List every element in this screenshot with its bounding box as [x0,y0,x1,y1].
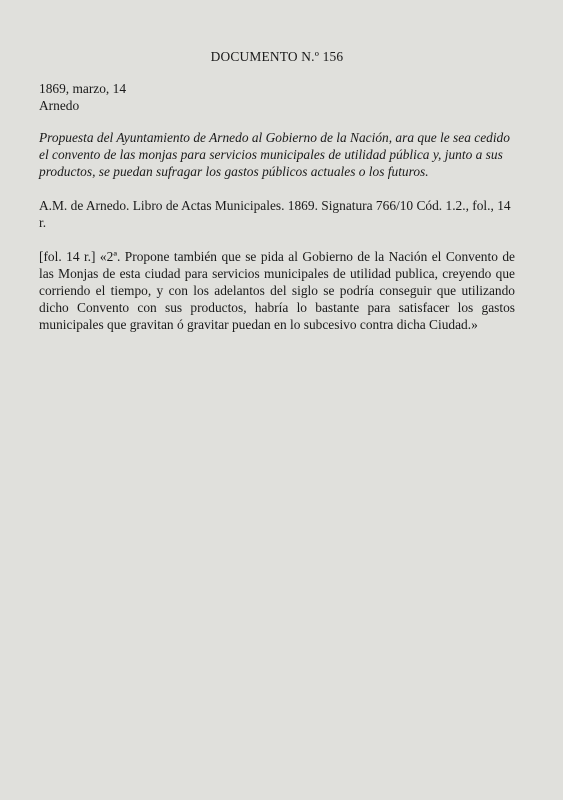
document-summary: Propuesta del Ayuntamiento de Arnedo al Gobierno de la Nación, ara que le sea cedido el convento de las monjas para servicios municipales de utilidad pública y, junto a sus productos, se puedan sufragar los gastos públicos actuales o los futuros. [39,130,510,179]
document-title: DOCUMENTO N.º 156 [210,49,344,64]
document-body: [fol. 14 r.] «2ª. Propone también que se pida al Gobierno de la Nación el Convento de las Monjas de esta ciudad para servicios municipales de utilidad publica, creyendo que corriendo el tiempo, y con los adelantos del siglo se podría conseguir que utilizando dicho Convento con sus productos, habría lo bastante para satisfacer los gastos municipales que gravitan ó gravitar puedan en lo subcesivo contra dicha Ciudad.» [39,249,515,332]
document-source: A.M. de Arnedo. Libro de Actas Municipales. 1869. Signatura 766/10 Cód. 1.2., fol., 14 r. [39,198,511,230]
document-place: Arnedo [39,98,80,113]
document-date: 1869, marzo, 14 [39,81,127,96]
